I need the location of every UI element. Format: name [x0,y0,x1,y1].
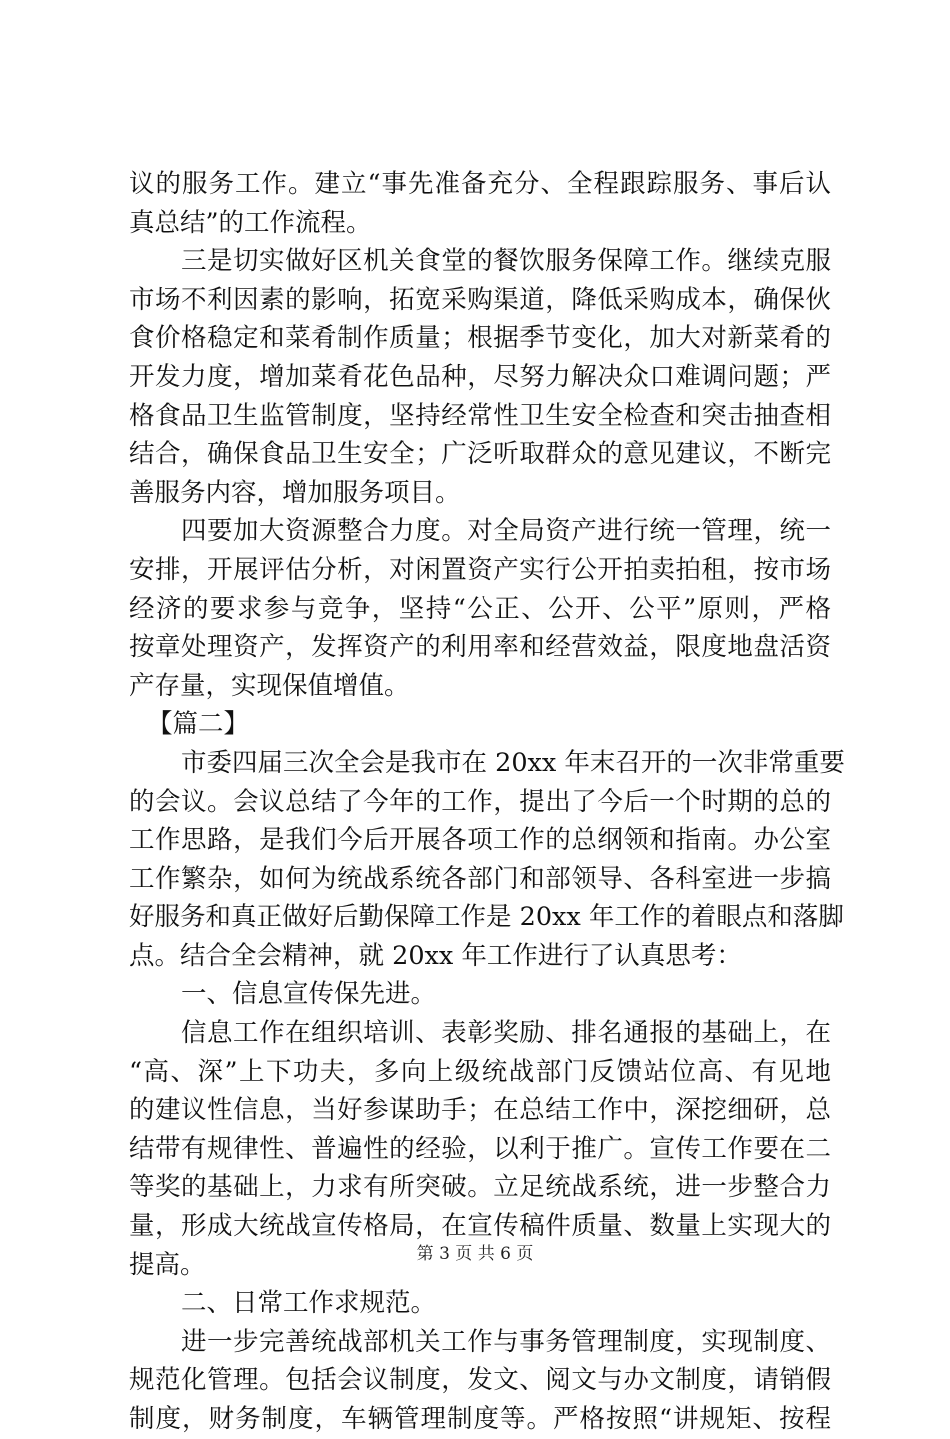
text-line: 进一步完善统战部机关工作与事务管理制度，实现制度、 [181,1326,831,1357]
text-line: 市委四届三次全会是我市在 20xx 年末召开的一次非常重要 [181,747,845,778]
text-line: 善服务内容，增加服务项目。 [129,477,461,508]
text-line: 产存量，实现保值增值。 [129,670,410,701]
text-line: 二、日常工作求规范。 [181,1288,437,1319]
text-line: 【篇二】 [147,709,250,740]
text-line: 提高。 [129,1249,206,1280]
text-line: 结合，确保食品卫生安全；广泛听取群众的意见建议，不断完 [129,439,831,470]
text-line: 信息工作在组织培训、表彰奖励、排名通报的基础上，在 [181,1018,831,1049]
text-line: 规范化管理。包括会议制度，发文、阅文与办文制度，请销假 [129,1365,831,1396]
text-line: 三是切实做好区机关食堂的餐饮服务保障工作。继续克服 [181,246,831,277]
text-line: 开发力度，增加菜肴花色品种，尽努力解决众口难调问题；严 [129,361,831,392]
text-line: 点。结合全会精神，就 20xx 年工作进行了认真思考： [129,940,742,971]
text-line: 按章处理资产，发挥资产的利用率和经营效益，限度地盘活资 [129,632,831,663]
text-line: 食价格稳定和菜肴制作质量；根据季节变化，加大对新菜肴的 [129,323,831,354]
text-line: 等奖的基础上，力求有所突破。立足统战系统，进一步整合力 [129,1172,831,1203]
page-footer: 第 3 页 共 6 页 [416,1244,534,1264]
text-line: 议的服务工作。建立“事先准备充分、全程跟踪服务、事后认 [129,169,831,199]
text-line: 结带有规律性、普遍性的经验，以利于推广。宣传工作要在二 [129,1133,831,1164]
text-line: 的建议性信息，当好参谋助手；在总结工作中，深挖细研，总 [129,1095,831,1126]
text-line: 工作繁杂，如何为统战系统各部门和部领导、各科室进一步搞 [129,863,831,894]
text-line: 制度，财务制度，车辆管理制度等。严格按照“讲规矩、按程 [129,1404,831,1434]
text-line: 好服务和真正做好后勤保障工作是 20xx 年工作的着眼点和落脚 [129,902,844,933]
text-line: 四要加大资源整合力度。对全局资产进行统一管理，统一 [181,516,831,547]
text-line: 工作思路，是我们今后开展各项工作的总纲领和指南。办公室 [129,825,831,856]
text-line: 市场不利因素的影响，拓宽采购渠道，降低采购成本，确保伙 [129,284,831,315]
text-line: 经济的要求参与竞争，坚持“公正、公开、公平”原则，严格 [129,593,831,624]
text-line: 真总结”的工作流程。 [129,207,372,238]
text-line: “高、深”上下功夫，多向上级统战部门反馈站位高、有见地 [129,1056,831,1087]
text-line: 的会议。会议总结了今年的工作，提出了今后一个时期的总的 [129,786,831,817]
text-line: 格食品卫生监管制度，坚持经常性卫生安全检查和突击抽查相 [129,400,831,431]
text-line: 量，形成大统战宣传格局，在宣传稿件质量、数量上实现大的 [129,1211,831,1242]
text-line: 安排，开展评估分析，对闲置资产实行公开拍卖拍租，按市场 [129,554,831,585]
text-line: 一、信息宣传保先进。 [181,979,437,1010]
